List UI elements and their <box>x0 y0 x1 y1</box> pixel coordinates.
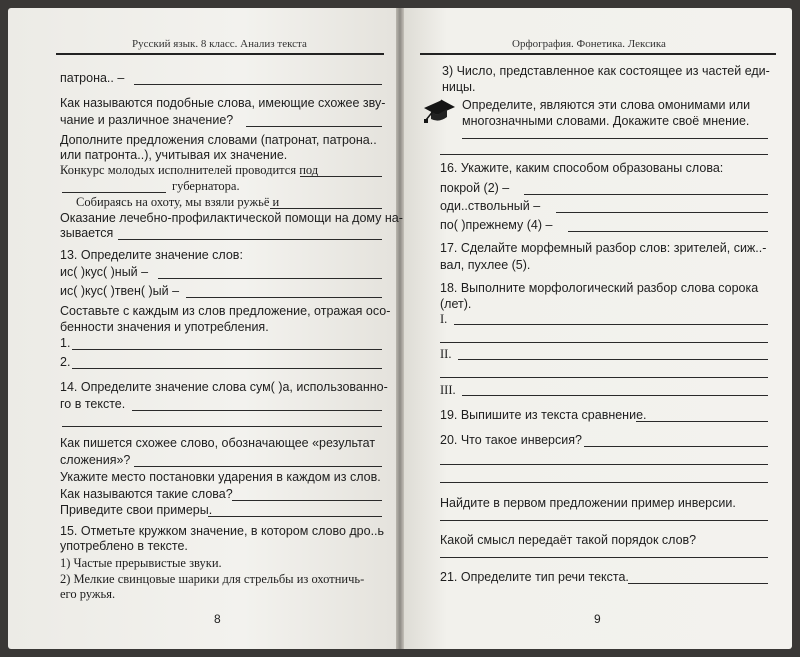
left-line-23: Как называются такие слова? <box>60 487 233 501</box>
right-line-15: III. <box>440 383 456 397</box>
answer-blank[interactable] <box>134 84 382 85</box>
right-line-5: 16. Укажите, каким способом образованы слова: <box>440 161 724 175</box>
answer-blank[interactable] <box>440 557 768 558</box>
answer-blank[interactable] <box>118 239 382 240</box>
left-line-11: 13. Определите значение слов: <box>60 248 243 262</box>
left-line-6: Конкурс молодых исполнителей проводится под <box>60 163 319 177</box>
right-header-rule <box>420 53 776 55</box>
left-page-number: 8 <box>214 612 221 626</box>
right-line-14: II. <box>440 347 452 361</box>
right-line-9: 17. Сделайте морфемный разбор слов: зрителей, сиж..- <box>440 241 767 255</box>
left-line-25: 15. Отметьте кружком значение, в котором слово дро..ь <box>60 524 385 538</box>
answer-blank[interactable] <box>134 466 382 467</box>
answer-blank[interactable] <box>454 324 768 325</box>
answer-blank[interactable] <box>208 516 382 517</box>
left-line-15: бенности значения и употребления. <box>60 320 269 334</box>
left-header-rule <box>56 53 384 55</box>
mortarboard-icon <box>422 96 456 124</box>
right-line-1: 3) Число, представленное как состоящее из частей еди- <box>442 64 770 78</box>
left-line-29: его ружья. <box>60 587 116 601</box>
left-line-28: 2) Мелкие свинцовые шарики для стрельбы из охотничь- <box>60 572 365 586</box>
left-line-18: 14. Определите значение слова сум( )а, использованно- <box>60 380 388 394</box>
left-line-3: чание и различное значение? <box>60 113 234 127</box>
left-line-27: 1) Частые прерывистые звуки. <box>60 556 222 570</box>
right-line-4: многозначными словами. Докажите своё мнение. <box>462 114 750 128</box>
left-header: Русский язык. 8 класс. Анализ текста <box>132 38 307 50</box>
answer-blank[interactable] <box>72 368 382 369</box>
left-line-4: Дополните предложения словами (патронат, патрона.. <box>60 133 377 147</box>
answer-blank[interactable] <box>628 583 768 584</box>
answer-blank[interactable] <box>62 192 166 193</box>
answer-blank[interactable] <box>568 231 768 232</box>
right-line-16: 19. Выпишите из текста сравнение. <box>440 408 647 422</box>
answer-blank[interactable] <box>462 395 768 396</box>
right-line-3: Определите, являются эти слова омонимами или <box>462 98 751 112</box>
left-line-20: Как пишется схожее слово, обозначающее «результат <box>60 436 376 450</box>
left-line-9: Оказание лечебно-профилактической помощи на дому на- <box>60 211 403 225</box>
right-line-2: ницы. <box>442 80 476 94</box>
left-line-8: Собираясь на охоту, мы взяли ружьё и <box>76 195 280 209</box>
left-line-13: ис( )кус( )твен( )ый – <box>60 284 180 298</box>
answer-blank[interactable] <box>186 297 382 298</box>
left-line-16: 1. <box>60 336 71 350</box>
answer-blank[interactable] <box>232 500 382 501</box>
left-line-5: или патронта..), учитывая их значение. <box>60 148 288 162</box>
left-line-19: го в тексте. <box>60 397 126 411</box>
left-line-14: Составьте с каждым из слов предложение, отражая осо- <box>60 304 391 318</box>
left-line-2: Как называются подобные слова, имеющие схожее зву- <box>60 96 386 110</box>
answer-blank[interactable] <box>300 176 382 177</box>
right-line-17: 20. Что такое инверсия? <box>440 433 582 447</box>
left-line-10: зывается <box>60 226 114 240</box>
answer-blank[interactable] <box>440 464 768 465</box>
left-line-1: патрона.. – <box>60 71 125 85</box>
answer-blank[interactable] <box>270 208 382 209</box>
right-line-10: вал, пухлее (5). <box>440 258 531 272</box>
answer-blank[interactable] <box>72 349 382 350</box>
right-page-number: 9 <box>594 612 601 626</box>
right-line-19: Какой смысл передаёт такой порядок слов? <box>440 533 697 547</box>
left-line-26: употреблено в тексте. <box>60 539 188 553</box>
right-header: Орфография. Фонетика. Лексика <box>512 38 666 50</box>
right-line-13: I. <box>440 312 448 326</box>
right-line-11: 18. Выполните морфологический разбор слова сорока <box>440 281 759 295</box>
answer-blank[interactable] <box>524 194 768 195</box>
answer-blank[interactable] <box>440 342 768 343</box>
answer-blank[interactable] <box>440 520 768 521</box>
answer-blank[interactable] <box>440 377 768 378</box>
answer-blank[interactable] <box>62 426 382 427</box>
answer-blank[interactable] <box>556 212 768 213</box>
right-line-12: (лет). <box>440 297 472 311</box>
answer-blank[interactable] <box>636 421 768 422</box>
left-line-7: губернатора. <box>172 179 240 193</box>
answer-blank[interactable] <box>458 359 768 360</box>
book-gutter <box>396 8 404 649</box>
right-line-7: оди..ствольный – <box>440 199 541 213</box>
right-line-20: 21. Определите тип речи текста. <box>440 570 629 584</box>
left-line-22: Укажите место постановки ударения в каждом из слов. <box>60 470 381 484</box>
answer-blank[interactable] <box>158 278 382 279</box>
right-line-18: Найдите в первом предложении пример инверсии. <box>440 496 736 510</box>
right-line-6: покрой (2) – <box>440 181 510 195</box>
left-line-12: ис( )кус( )ный – <box>60 265 149 279</box>
answer-blank[interactable] <box>132 410 382 411</box>
answer-blank[interactable] <box>584 446 768 447</box>
answer-blank[interactable] <box>462 138 768 139</box>
answer-blank[interactable] <box>440 154 768 155</box>
answer-blank[interactable] <box>246 126 382 127</box>
right-line-8: по( )прежнему (4) – <box>440 218 553 232</box>
left-line-17: 2. <box>60 355 71 369</box>
left-line-21: сложения»? <box>60 453 131 467</box>
answer-blank[interactable] <box>440 482 768 483</box>
left-line-24: Приведите свои примеры. <box>60 503 213 517</box>
